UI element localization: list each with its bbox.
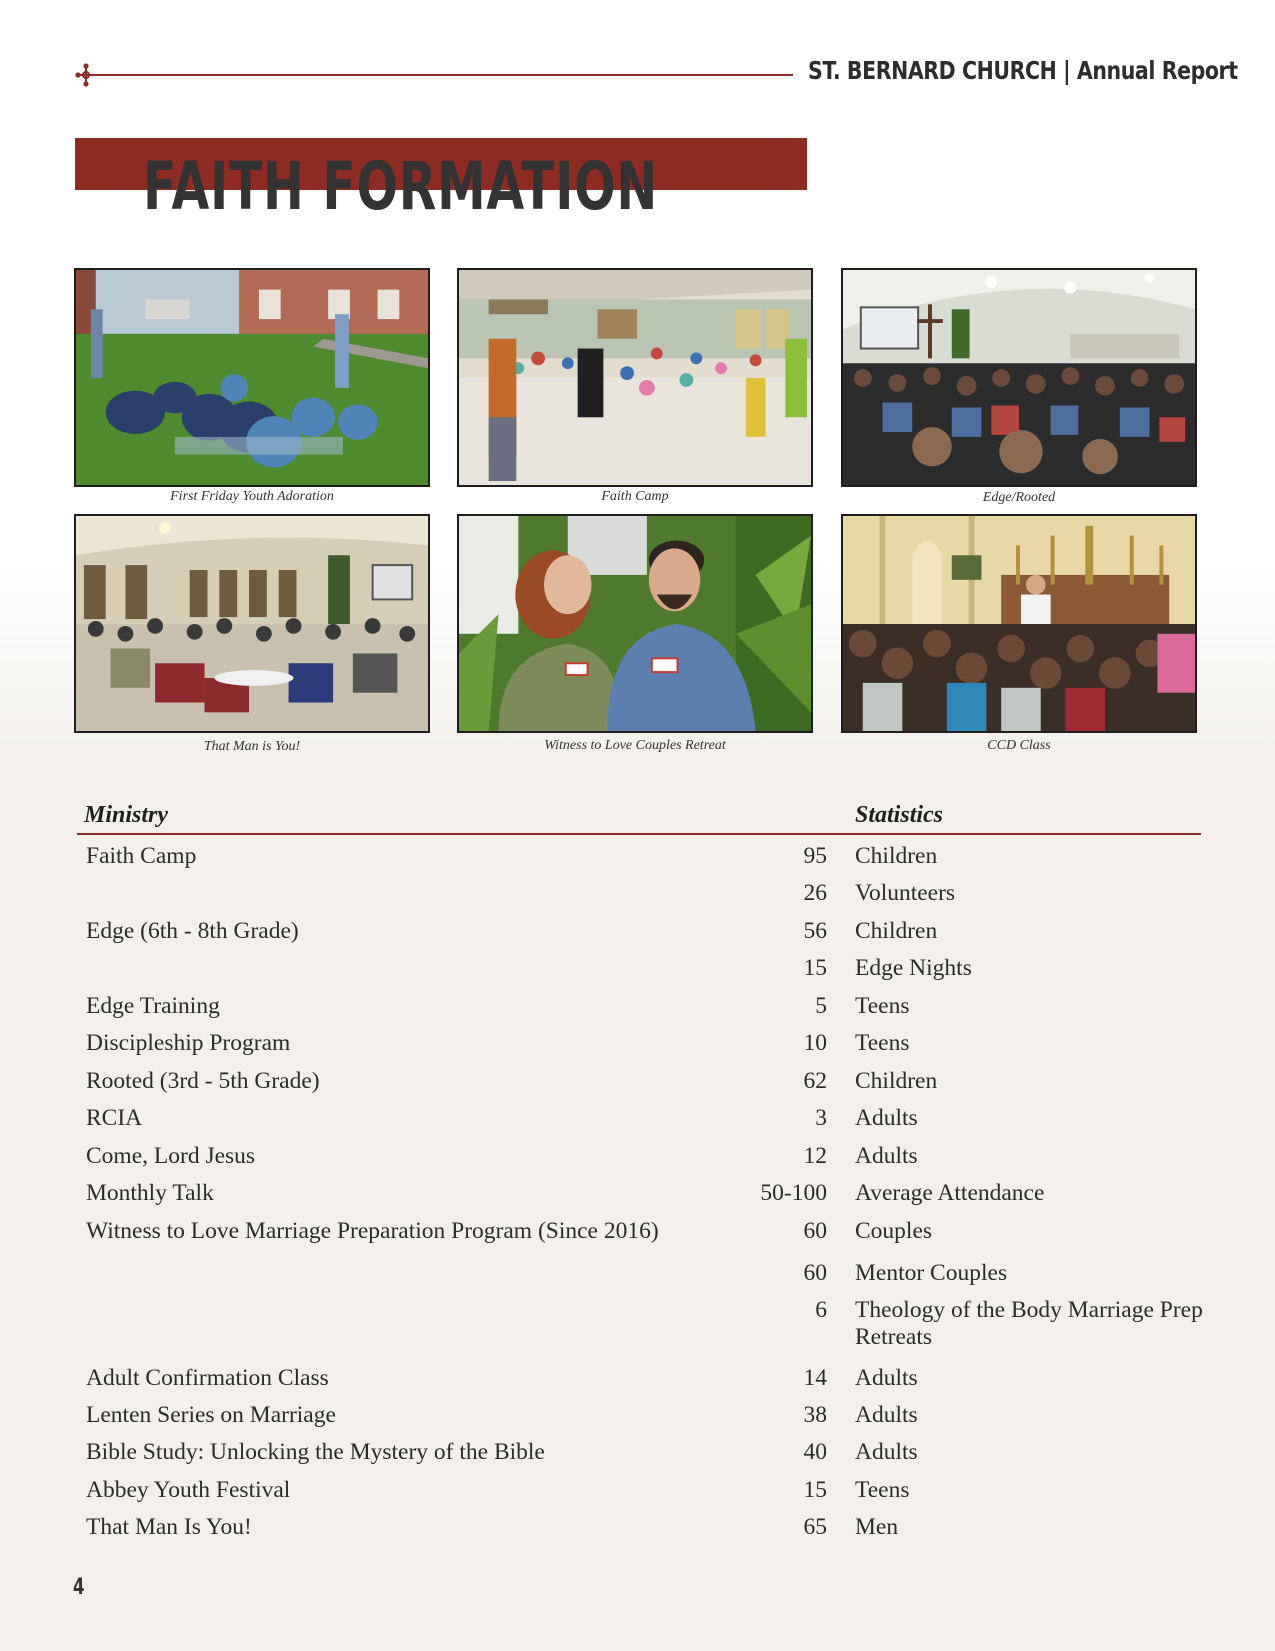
statistic-cell: Average Attendance xyxy=(855,1180,1045,1206)
statistic-cell: Children xyxy=(855,1068,938,1094)
count-cell: 95 xyxy=(803,843,827,869)
statistic-cell: Adults xyxy=(855,1402,918,1428)
ministry-cell: Rooted (3rd - 5th Grade) xyxy=(86,1068,320,1094)
ministry-cell: Edge (6th - 8th Grade) xyxy=(86,918,299,944)
count-cell: 62 xyxy=(803,1068,827,1094)
photo-that-man-is-you xyxy=(74,514,430,733)
statistic-cell: Adults xyxy=(855,1105,918,1131)
photo-youth-adoration xyxy=(74,268,430,487)
count-cell: 65 xyxy=(803,1514,827,1540)
statistic-cell: Children xyxy=(855,918,938,944)
statistic-cell: Men xyxy=(855,1514,899,1540)
photo-couples-retreat xyxy=(457,514,813,733)
photo-faith-camp xyxy=(457,268,813,487)
count-cell: 3 xyxy=(815,1105,827,1131)
count-cell: 26 xyxy=(803,880,827,906)
statistic-cell: Adults xyxy=(855,1143,918,1169)
photo-caption: That Man is You! xyxy=(203,739,301,754)
count-cell: 60 xyxy=(803,1218,827,1244)
ministry-cell: Discipleship Program xyxy=(86,1030,291,1056)
count-cell: 6 xyxy=(815,1297,827,1323)
statistic-cell: Mentor Couples xyxy=(855,1260,1008,1286)
header-rule xyxy=(88,74,793,76)
count-cell: 15 xyxy=(803,1477,827,1503)
count-cell: 50-100 xyxy=(760,1180,827,1206)
ministry-cell: Edge Training xyxy=(86,993,220,1019)
count-cell: 15 xyxy=(803,955,827,981)
count-cell: 10 xyxy=(803,1030,827,1056)
statistic-cell: Adults xyxy=(855,1365,918,1391)
ministry-cell: Come, Lord Jesus xyxy=(86,1143,256,1169)
photo-caption: Faith Camp xyxy=(601,489,669,504)
ministry-cell: RCIA xyxy=(86,1105,143,1131)
statistic-cell: Adults xyxy=(855,1439,918,1465)
statistic-cell: Theology of the Body Marriage Prep Retreats xyxy=(855,1297,1203,1350)
statistic-cell: Children xyxy=(855,843,938,869)
count-cell: 14 xyxy=(803,1365,827,1391)
ministry-cell: That Man Is You! xyxy=(86,1514,252,1540)
statistic-cell: Edge Nights xyxy=(855,955,972,981)
ministry-cell: Bible Study: Unlocking the Mystery of the Bible xyxy=(86,1439,545,1465)
statistic-cell: Teens xyxy=(855,1477,910,1503)
photo-caption: First Friday Youth Adoration xyxy=(170,489,334,504)
count-cell: 56 xyxy=(803,918,827,944)
page-title: FAITH FORMATION xyxy=(143,148,659,225)
statistic-cell: Volunteers xyxy=(855,880,956,906)
count-cell: 40 xyxy=(803,1439,827,1465)
count-cell: 38 xyxy=(803,1402,827,1428)
photo-ccd-class xyxy=(841,514,1197,733)
count-cell: 12 xyxy=(803,1143,827,1169)
ministry-cell: Faith Camp xyxy=(86,843,197,869)
count-cell: 60 xyxy=(803,1260,827,1286)
page-number: 4 xyxy=(73,1575,85,1600)
photo-edge-rooted xyxy=(841,268,1197,487)
ministry-cell: Abbey Youth Festival xyxy=(86,1477,291,1503)
photo-caption: CCD Class xyxy=(987,738,1051,753)
statistic-cell: Teens xyxy=(855,1030,910,1056)
ministry-cell: Monthly Talk xyxy=(86,1180,214,1206)
statistic-cell: Couples xyxy=(855,1218,933,1244)
photo-caption: Witness to Love Couples Retreat xyxy=(544,738,726,753)
statistic-cell: Teens xyxy=(855,993,910,1019)
table-header-rule xyxy=(77,833,1201,835)
header-title: ST. BERNARD CHURCH | Annual Report xyxy=(808,56,1238,85)
photo-caption: Edge/Rooted xyxy=(982,490,1056,505)
ministry-cell: Lenten Series on Marriage xyxy=(86,1402,336,1428)
ministry-cell: Witness to Love Marriage Preparation Program (Since 2016) xyxy=(86,1218,659,1244)
ministry-cell: Adult Confirmation Class xyxy=(86,1365,329,1391)
count-cell: 5 xyxy=(815,993,827,1019)
ministry-column-header: Ministry xyxy=(84,802,169,828)
statistics-column-header: Statistics xyxy=(855,802,944,828)
